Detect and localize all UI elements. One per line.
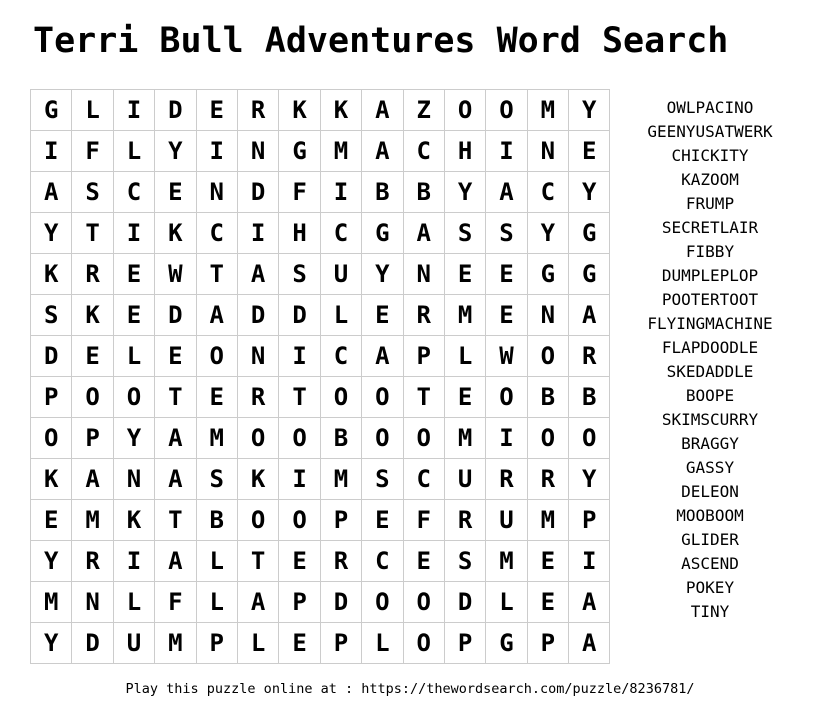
grid-cell-r8-c5[interactable]: E [197, 377, 237, 417]
grid-cell-r3-c14[interactable]: Y [569, 172, 609, 212]
grid-cell-r5-c2[interactable]: R [72, 254, 112, 294]
grid-cell-r2-c5[interactable]: I [197, 131, 237, 171]
grid-cell-r4-c14[interactable]: G [569, 213, 609, 253]
grid-cell-r13-c6[interactable]: A [238, 582, 278, 622]
grid-cell-r13-c5[interactable]: L [197, 582, 237, 622]
grid-cell-r8-c14[interactable]: B [569, 377, 609, 417]
word-list-item: OWLPACINO [666, 98, 754, 117]
grid-cell-r4-c10[interactable]: A [404, 213, 444, 253]
grid-cell-r3-c8[interactable]: I [321, 172, 361, 212]
grid-cell-r14-c8[interactable]: P [321, 623, 361, 663]
grid-cell-r1-c12[interactable]: O [486, 90, 526, 130]
grid-cell-r2-c11[interactable]: H [445, 131, 485, 171]
word-list-item: KAZOOM [681, 170, 739, 189]
word-list-item: SKIMSCURRY [661, 410, 759, 429]
grid-cell-r10-c11[interactable]: U [445, 459, 485, 499]
grid-cell-r1-c11[interactable]: O [445, 90, 485, 130]
grid-cell-r10-c3[interactable]: N [114, 459, 154, 499]
grid-cell-r13-c14[interactable]: A [569, 582, 609, 622]
grid-cell-r7-c9[interactable]: A [362, 336, 402, 376]
grid-cell-r11-c1[interactable]: E [31, 500, 71, 540]
grid-cell-r9-c10[interactable]: O [404, 418, 444, 458]
word-list-item: CHICKITY [671, 146, 749, 165]
grid-cell-r1-c9[interactable]: A [362, 90, 402, 130]
word-list-item: FLYINGMACHINE [647, 314, 773, 333]
grid-cell-r7-c11[interactable]: L [445, 336, 485, 376]
grid-cell-r13-c3[interactable]: L [114, 582, 154, 622]
grid-cell-r12-c7[interactable]: E [279, 541, 319, 581]
grid-cell-r10-c8[interactable]: M [321, 459, 361, 499]
grid-cell-r9-c7[interactable]: O [279, 418, 319, 458]
grid-cell-r8-c12[interactable]: O [486, 377, 526, 417]
grid-cell-r13-c13[interactable]: E [528, 582, 568, 622]
word-list-item: GASSY [685, 458, 735, 477]
grid-cell-r5-c4[interactable]: W [155, 254, 195, 294]
grid-cell-r3-c12[interactable]: A [486, 172, 526, 212]
grid-cell-r14-c7[interactable]: E [279, 623, 319, 663]
grid-cell-r3-c1[interactable]: A [31, 172, 71, 212]
grid-cell-r5-c1[interactable]: K [31, 254, 71, 294]
grid-cell-r7-c12[interactable]: W [486, 336, 526, 376]
grid-cell-r10-c13[interactable]: R [528, 459, 568, 499]
word-list-item: DELEON [681, 482, 739, 501]
grid-cell-r5-c12[interactable]: E [486, 254, 526, 294]
grid-cell-r9-c9[interactable]: O [362, 418, 402, 458]
grid-cell-r1-c14[interactable]: Y [569, 90, 609, 130]
grid-cell-r14-c14[interactable]: A [569, 623, 609, 663]
grid-cell-r7-c10[interactable]: P [404, 336, 444, 376]
grid-cell-r14-c2[interactable]: D [72, 623, 112, 663]
grid-cell-r11-c7[interactable]: O [279, 500, 319, 540]
grid-cell-r10-c14[interactable]: Y [569, 459, 609, 499]
grid-cell-r6-c13[interactable]: N [528, 295, 568, 335]
grid-cell-r6-c7[interactable]: D [279, 295, 319, 335]
grid-cell-r9-c8[interactable]: B [321, 418, 361, 458]
grid-cell-r8-c1[interactable]: P [31, 377, 71, 417]
grid-cell-r3-c7[interactable]: F [279, 172, 319, 212]
grid-cell-r9-c12[interactable]: I [486, 418, 526, 458]
word-list-item: POKEY [685, 578, 735, 597]
grid-cell-r8-c6[interactable]: R [238, 377, 278, 417]
grid-cell-r1-c7[interactable]: K [279, 90, 319, 130]
grid-cell-r11-c8[interactable]: P [321, 500, 361, 540]
grid-cell-r13-c9[interactable]: O [362, 582, 402, 622]
grid-cell-r12-c2[interactable]: R [72, 541, 112, 581]
grid-cell-r2-c12[interactable]: I [486, 131, 526, 171]
grid-cell-r8-c10[interactable]: T [404, 377, 444, 417]
grid-cell-r4-c9[interactable]: G [362, 213, 402, 253]
grid-cell-r4-c1[interactable]: Y [31, 213, 71, 253]
word-list-item: MOOBOOM [676, 506, 744, 525]
grid-cell-r3-c5[interactable]: N [197, 172, 237, 212]
grid-cell-r5-c5[interactable]: T [197, 254, 237, 294]
word-list-item: BOOPE [685, 386, 735, 405]
grid-cell-r12-c5[interactable]: L [197, 541, 237, 581]
grid-cell-r6-c8[interactable]: L [321, 295, 361, 335]
grid-cell-r4-c13[interactable]: Y [528, 213, 568, 253]
grid-cell-r7-c13[interactable]: O [528, 336, 568, 376]
grid-cell-r7-c5[interactable]: O [197, 336, 237, 376]
grid-cell-r14-c3[interactable]: U [114, 623, 154, 663]
grid-cell-r6-c14[interactable]: A [569, 295, 609, 335]
grid-cell-r2-c1[interactable]: I [31, 131, 71, 171]
grid-cell-r14-c12[interactable]: G [486, 623, 526, 663]
grid-cell-r9-c14[interactable]: O [569, 418, 609, 458]
grid-cell-r14-c11[interactable]: P [445, 623, 485, 663]
grid-cell-r6-c5[interactable]: A [197, 295, 237, 335]
grid-cell-r5-c7[interactable]: S [279, 254, 319, 294]
grid-cell-r6-c3[interactable]: E [114, 295, 154, 335]
grid-cell-r7-c14[interactable]: R [569, 336, 609, 376]
grid-cell-r12-c4[interactable]: A [155, 541, 195, 581]
word-list-item: SECRETLAIR [661, 218, 759, 237]
grid-cell-r4-c3[interactable]: I [114, 213, 154, 253]
grid-cell-r3-c11[interactable]: Y [445, 172, 485, 212]
grid-cell-r4-c8[interactable]: C [321, 213, 361, 253]
grid-cell-r4-c5[interactable]: C [197, 213, 237, 253]
grid-cell-r8-c8[interactable]: O [321, 377, 361, 417]
grid-cell-r5-c3[interactable]: E [114, 254, 154, 294]
grid-cell-r13-c11[interactable]: D [445, 582, 485, 622]
word-list-item: DUMPLEPLOP [661, 266, 759, 285]
grid-cell-r10-c6[interactable]: K [238, 459, 278, 499]
grid-cell-r9-c6[interactable]: O [238, 418, 278, 458]
grid-cell-r1-c6[interactable]: R [238, 90, 278, 130]
grid-cell-r11-c5[interactable]: B [197, 500, 237, 540]
grid-cell-r9-c11[interactable]: M [445, 418, 485, 458]
grid-cell-r3-c13[interactable]: C [528, 172, 568, 212]
grid-cell-r12-c9[interactable]: C [362, 541, 402, 581]
grid-cell-r13-c1[interactable]: M [31, 582, 71, 622]
grid-cell-r8-c13[interactable]: B [528, 377, 568, 417]
word-list-item: FLAPDOODLE [661, 338, 759, 357]
word-list-item: TINY [690, 602, 730, 621]
grid-cell-r2-c9[interactable]: A [362, 131, 402, 171]
grid-cell-r3-c4[interactable]: E [155, 172, 195, 212]
word-list-item: FIBBY [685, 242, 735, 261]
grid-cell-r1-c4[interactable]: D [155, 90, 195, 130]
grid-cell-r3-c6[interactable]: D [238, 172, 278, 212]
grid-cell-r14-c5[interactable]: P [197, 623, 237, 663]
grid-cell-r7-c7[interactable]: I [279, 336, 319, 376]
grid-cell-r6-c12[interactable]: E [486, 295, 526, 335]
grid-cell-r7-c1[interactable]: D [31, 336, 71, 376]
grid-cell-r14-c9[interactable]: L [362, 623, 402, 663]
page-title: Terri Bull Adventures Word Search [33, 21, 729, 61]
grid-cell-r8-c3[interactable]: O [114, 377, 154, 417]
grid-cell-r14-c10[interactable]: O [404, 623, 444, 663]
word-list-item: SKEDADDLE [666, 362, 754, 381]
grid-cell-r12-c1[interactable]: Y [31, 541, 71, 581]
grid-cell-r7-c2[interactable]: E [72, 336, 112, 376]
grid-cell-r6-c4[interactable]: D [155, 295, 195, 335]
grid-cell-r2-c7[interactable]: G [279, 131, 319, 171]
word-list [610, 96, 810, 624]
grid-cell-r10-c5[interactable]: S [197, 459, 237, 499]
grid-cell-r4-c12[interactable]: S [486, 213, 526, 253]
grid-cell-r2-c3[interactable]: L [114, 131, 154, 171]
grid-cell-r11-c3[interactable]: K [114, 500, 154, 540]
grid-cell-r5-c14[interactable]: G [569, 254, 609, 294]
grid-cell-r8-c11[interactable]: E [445, 377, 485, 417]
grid-cell-r2-c4[interactable]: Y [155, 131, 195, 171]
grid-cell-r12-c3[interactable]: I [114, 541, 154, 581]
grid-cell-r2-c14[interactable]: E [569, 131, 609, 171]
grid-cell-r6-c6[interactable]: D [238, 295, 278, 335]
grid-cell-r3-c10[interactable]: B [404, 172, 444, 212]
grid-cell-r2-c13[interactable]: N [528, 131, 568, 171]
grid-cell-r11-c9[interactable]: E [362, 500, 402, 540]
grid-cell-r12-c11[interactable]: S [445, 541, 485, 581]
grid-cell-r3-c2[interactable]: S [72, 172, 112, 212]
grid-cell-r1-c5[interactable]: E [197, 90, 237, 130]
word-list-item: FRUMP [685, 194, 735, 213]
grid-cell-r11-c14[interactable]: P [569, 500, 609, 540]
grid-cell-r9-c5[interactable]: M [197, 418, 237, 458]
grid-cell-r9-c2[interactable]: P [72, 418, 112, 458]
grid-cell-r5-c10[interactable]: N [404, 254, 444, 294]
grid-cell-r10-c7[interactable]: I [279, 459, 319, 499]
grid-cell-r14-c6[interactable]: L [238, 623, 278, 663]
grid-cell-r6-c1[interactable]: S [31, 295, 71, 335]
grid-cell-r5-c9[interactable]: Y [362, 254, 402, 294]
grid-cell-r14-c1[interactable]: Y [31, 623, 71, 663]
grid-cell-r11-c12[interactable]: U [486, 500, 526, 540]
grid-cell-r8-c7[interactable]: T [279, 377, 319, 417]
grid-cell-r9-c1[interactable]: O [31, 418, 71, 458]
letter-grid [30, 89, 610, 664]
grid-cell-r1-c3[interactable]: I [114, 90, 154, 130]
grid-cell-r13-c2[interactable]: N [72, 582, 112, 622]
grid-cell-r6-c9[interactable]: E [362, 295, 402, 335]
grid-cell-r5-c8[interactable]: U [321, 254, 361, 294]
grid-cell-r13-c8[interactable]: D [321, 582, 361, 622]
grid-cell-r4-c4[interactable]: K [155, 213, 195, 253]
grid-cell-r3-c9[interactable]: B [362, 172, 402, 212]
grid-cell-r2-c8[interactable]: M [321, 131, 361, 171]
grid-cell-r4-c11[interactable]: S [445, 213, 485, 253]
word-list-item: GEENYUSATWERK [647, 122, 773, 141]
grid-cell-r5-c11[interactable]: E [445, 254, 485, 294]
grid-cell-r11-c11[interactable]: R [445, 500, 485, 540]
grid-cell-r10-c9[interactable]: S [362, 459, 402, 499]
word-list-item: GLIDER [681, 530, 739, 549]
grid-cell-r2-c10[interactable]: C [404, 131, 444, 171]
grid-cell-r4-c7[interactable]: H [279, 213, 319, 253]
grid-cell-r1-c2[interactable]: L [72, 90, 112, 130]
grid-cell-r7-c8[interactable]: C [321, 336, 361, 376]
grid-cell-r7-c4[interactable]: E [155, 336, 195, 376]
grid-cell-r8-c2[interactable]: O [72, 377, 112, 417]
grid-cell-r6-c11[interactable]: M [445, 295, 485, 335]
grid-cell-r10-c4[interactable]: A [155, 459, 195, 499]
grid-cell-r7-c3[interactable]: L [114, 336, 154, 376]
grid-cell-r13-c4[interactable]: F [155, 582, 195, 622]
grid-cell-r12-c6[interactable]: T [238, 541, 278, 581]
grid-cell-r9-c3[interactable]: Y [114, 418, 154, 458]
grid-cell-r14-c13[interactable]: P [528, 623, 568, 663]
grid-cell-r5-c13[interactable]: G [528, 254, 568, 294]
footer-text: Play this puzzle online at : https://thewordsearch.com/puzzle/8236781/ [125, 681, 695, 697]
grid-cell-r8-c4[interactable]: T [155, 377, 195, 417]
grid-cell-r12-c8[interactable]: R [321, 541, 361, 581]
grid-cell-r9-c4[interactable]: A [155, 418, 195, 458]
grid-cell-r10-c1[interactable]: K [31, 459, 71, 499]
grid-cell-r12-c10[interactable]: E [404, 541, 444, 581]
grid-cell-r11-c2[interactable]: M [72, 500, 112, 540]
grid-cell-r12-c12[interactable]: M [486, 541, 526, 581]
grid-cell-r2-c6[interactable]: N [238, 131, 278, 171]
word-list-item: ASCEND [681, 554, 739, 573]
grid-cell-r11-c6[interactable]: O [238, 500, 278, 540]
grid-cell-r12-c14[interactable]: I [569, 541, 609, 581]
grid-cell-r13-c10[interactable]: O [404, 582, 444, 622]
grid-cell-r6-c2[interactable]: K [72, 295, 112, 335]
grid-cell-r6-c10[interactable]: R [404, 295, 444, 335]
grid-cell-r11-c10[interactable]: F [404, 500, 444, 540]
grid-cell-r5-c6[interactable]: A [238, 254, 278, 294]
grid-cell-r7-c6[interactable]: N [238, 336, 278, 376]
word-list-item: BRAGGY [681, 434, 739, 453]
grid-cell-r3-c3[interactable]: C [114, 172, 154, 212]
grid-cell-r10-c12[interactable]: R [486, 459, 526, 499]
word-list-item: POOTERTOOT [661, 290, 759, 309]
grid-cell-r1-c10[interactable]: Z [404, 90, 444, 130]
grid-cell-r8-c9[interactable]: O [362, 377, 402, 417]
grid-cell-r1-c1[interactable]: G [31, 90, 71, 130]
grid-cell-r11-c13[interactable]: M [528, 500, 568, 540]
grid-cell-r2-c2[interactable]: F [72, 131, 112, 171]
grid-cell-r12-c13[interactable]: E [528, 541, 568, 581]
grid-cell-r10-c2[interactable]: A [72, 459, 112, 499]
grid-cell-r4-c6[interactable]: I [238, 213, 278, 253]
grid-cell-r13-c12[interactable]: L [486, 582, 526, 622]
grid-cell-r4-c2[interactable]: T [72, 213, 112, 253]
grid-cell-r13-c7[interactable]: P [279, 582, 319, 622]
grid-cell-r14-c4[interactable]: M [155, 623, 195, 663]
grid-cell-r9-c13[interactable]: O [528, 418, 568, 458]
grid-cell-r1-c13[interactable]: M [528, 90, 568, 130]
grid-cell-r1-c8[interactable]: K [321, 90, 361, 130]
grid-cell-r10-c10[interactable]: C [404, 459, 444, 499]
grid-cell-r11-c4[interactable]: T [155, 500, 195, 540]
